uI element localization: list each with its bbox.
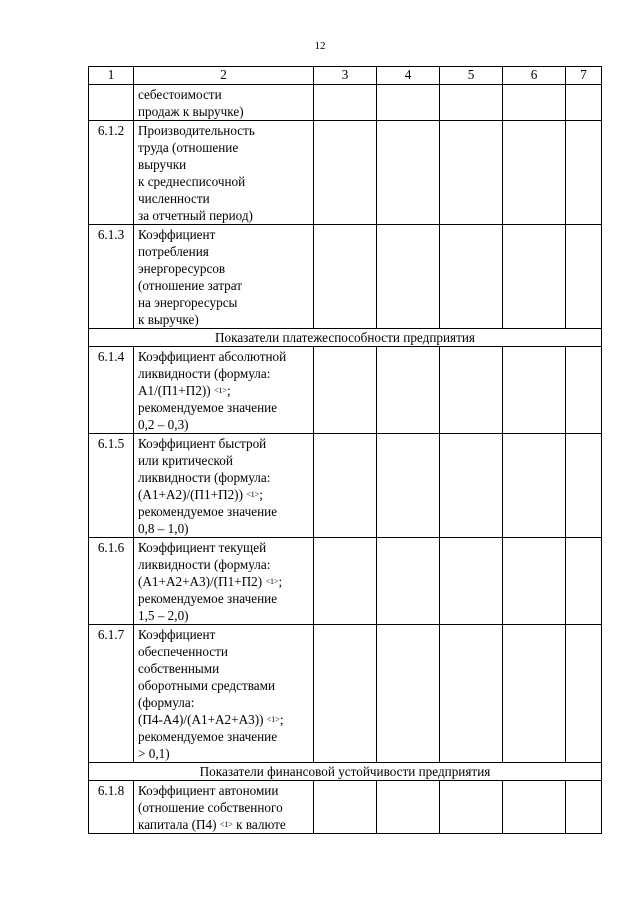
description-line: продаж к выручке) xyxy=(138,104,244,119)
indicators-table xyxy=(88,66,602,834)
formula-text: А1/(П1+П2)) xyxy=(138,383,214,398)
section-header-row xyxy=(89,763,602,781)
description-line: энергоресурсов xyxy=(138,261,226,276)
column-header: 5 xyxy=(440,67,503,85)
description-line: к среднесписочной xyxy=(138,174,246,189)
empty-value-cell xyxy=(314,225,377,329)
footnote-ref: <1> xyxy=(246,490,260,499)
description-line: (отношение собственного xyxy=(138,800,283,815)
description-line: потребления xyxy=(138,244,209,259)
empty-value-cell xyxy=(377,347,440,434)
description-line: на энергоресурсы xyxy=(138,295,238,310)
table-row xyxy=(89,121,602,225)
description-line: Коэффициент текущей xyxy=(138,540,267,555)
formula-tail: ; xyxy=(278,574,283,589)
description-line xyxy=(138,573,311,590)
empty-value-cell xyxy=(314,85,377,121)
footnote-ref: <1> xyxy=(265,577,279,586)
empty-value-cell xyxy=(503,538,566,625)
table-row xyxy=(89,625,602,763)
description-line: численности xyxy=(138,191,210,206)
empty-value-cell xyxy=(314,434,377,538)
description-line xyxy=(138,382,311,399)
empty-value-cell xyxy=(503,625,566,763)
empty-value-cell xyxy=(314,121,377,225)
empty-value-cell xyxy=(440,121,503,225)
description-line: или критической xyxy=(138,453,233,468)
formula-text: капитала (П4) xyxy=(138,817,220,832)
footnote-ref: <1> xyxy=(266,715,280,724)
empty-value-cell xyxy=(566,434,602,538)
indicator-description xyxy=(134,625,314,763)
description-line: обеспеченности xyxy=(138,644,228,659)
column-header: 2 xyxy=(134,67,314,85)
empty-value-cell xyxy=(377,225,440,329)
empty-value-cell xyxy=(503,434,566,538)
description-line: труда (отношение xyxy=(138,140,239,155)
empty-value-cell xyxy=(314,347,377,434)
indicator-description xyxy=(134,121,314,225)
description-line: собственными xyxy=(138,661,220,676)
footnote-ref: <1> xyxy=(213,386,227,395)
empty-value-cell xyxy=(503,121,566,225)
empty-value-cell xyxy=(440,781,503,834)
empty-value-cell xyxy=(440,85,503,121)
empty-value-cell xyxy=(566,121,602,225)
description-line xyxy=(138,711,311,728)
section-title: Показатели платежеспособности предприятия xyxy=(89,329,602,347)
empty-value-cell xyxy=(566,85,602,121)
section-header-row xyxy=(89,329,602,347)
empty-value-cell xyxy=(377,85,440,121)
description-line: Коэффициент быстрой xyxy=(138,436,267,451)
description-line: себестоимости xyxy=(138,87,222,102)
table-row xyxy=(89,538,602,625)
column-number-header-row xyxy=(89,67,602,85)
page-number: 12 xyxy=(314,40,326,52)
indicator-number xyxy=(89,85,134,121)
indicator-number: 6.1.3 xyxy=(89,225,134,329)
indicator-number: 6.1.4 xyxy=(89,347,134,434)
description-line: Коэффициент xyxy=(138,227,216,242)
description-line: Коэффициент автономии xyxy=(138,783,279,798)
formula-text: (А1+А2+А3)/(П1+П2) xyxy=(138,574,266,589)
formula-tail: к валюте xyxy=(232,817,286,832)
table-row xyxy=(89,781,602,834)
empty-value-cell xyxy=(314,781,377,834)
empty-value-cell xyxy=(377,538,440,625)
column-header: 7 xyxy=(566,67,602,85)
column-header: 4 xyxy=(377,67,440,85)
description-line: рекомендуемое значение xyxy=(138,400,278,415)
empty-value-cell xyxy=(566,625,602,763)
indicator-number: 6.1.8 xyxy=(89,781,134,834)
indicator-description xyxy=(134,434,314,538)
column-header: 6 xyxy=(503,67,566,85)
indicator-number: 6.1.7 xyxy=(89,625,134,763)
indicator-description xyxy=(134,538,314,625)
description-line: Производительность xyxy=(138,123,255,138)
table-row xyxy=(89,434,602,538)
formula-tail: ; xyxy=(226,383,231,398)
indicator-number: 6.1.5 xyxy=(89,434,134,538)
description-line: к выручке) xyxy=(138,312,199,327)
description-line: Коэффициент xyxy=(138,627,216,642)
empty-value-cell xyxy=(440,347,503,434)
column-header: 3 xyxy=(314,67,377,85)
indicator-description xyxy=(134,85,314,121)
description-line: 0,8 – 1,0) xyxy=(138,521,189,536)
empty-value-cell xyxy=(377,781,440,834)
indicator-description xyxy=(134,225,314,329)
table-row xyxy=(89,225,602,329)
empty-value-cell xyxy=(503,347,566,434)
description-line: 1,5 – 2,0) xyxy=(138,608,189,623)
description-line: 0,2 – 0,3) xyxy=(138,417,189,432)
formula-tail: ; xyxy=(259,487,263,502)
description-line: рекомендуемое значение xyxy=(138,729,278,744)
empty-value-cell xyxy=(503,781,566,834)
description-line: ликвидности (формула: xyxy=(138,557,271,572)
empty-value-cell xyxy=(503,225,566,329)
description-line xyxy=(138,486,311,503)
empty-value-cell xyxy=(440,434,503,538)
empty-value-cell xyxy=(440,225,503,329)
indicator-number: 6.1.6 xyxy=(89,538,134,625)
description-line: выручки xyxy=(138,157,187,172)
empty-value-cell xyxy=(377,625,440,763)
empty-value-cell xyxy=(440,538,503,625)
empty-value-cell xyxy=(377,121,440,225)
description-line: (формула: xyxy=(138,695,195,710)
empty-value-cell xyxy=(566,781,602,834)
empty-value-cell xyxy=(566,347,602,434)
formula-tail: ; xyxy=(279,712,284,727)
description-line: рекомендуемое значение xyxy=(138,504,278,519)
description-line: ликвидности (формула: xyxy=(138,366,271,381)
empty-value-cell xyxy=(314,538,377,625)
table-row xyxy=(89,347,602,434)
empty-value-cell xyxy=(566,225,602,329)
footnote-ref: <1> xyxy=(219,820,233,829)
empty-value-cell xyxy=(377,434,440,538)
empty-value-cell xyxy=(440,625,503,763)
table-row xyxy=(89,85,602,121)
indicator-number: 6.1.2 xyxy=(89,121,134,225)
description-line xyxy=(138,816,311,833)
indicator-description xyxy=(134,781,314,834)
indicator-description xyxy=(134,347,314,434)
description-line: рекомендуемое значение xyxy=(138,591,278,606)
empty-value-cell xyxy=(566,538,602,625)
formula-text: (А1+А2)/(П1+П2)) xyxy=(138,487,247,502)
description-line: > 0,1) xyxy=(138,746,170,761)
description-line: за отчетный период) xyxy=(138,208,253,223)
section-title: Показатели финансовой устойчивости предприятия xyxy=(89,763,602,781)
description-line: оборотными средствами xyxy=(138,678,276,693)
formula-text: (П4-А4)/(А1+А2+А3)) xyxy=(138,712,267,727)
column-header: 1 xyxy=(89,67,134,85)
description-line: ликвидности (формула: xyxy=(138,470,271,485)
empty-value-cell xyxy=(314,625,377,763)
empty-value-cell xyxy=(503,85,566,121)
description-line: Коэффициент абсолютной xyxy=(138,349,287,364)
description-line: (отношение затрат xyxy=(138,278,243,293)
